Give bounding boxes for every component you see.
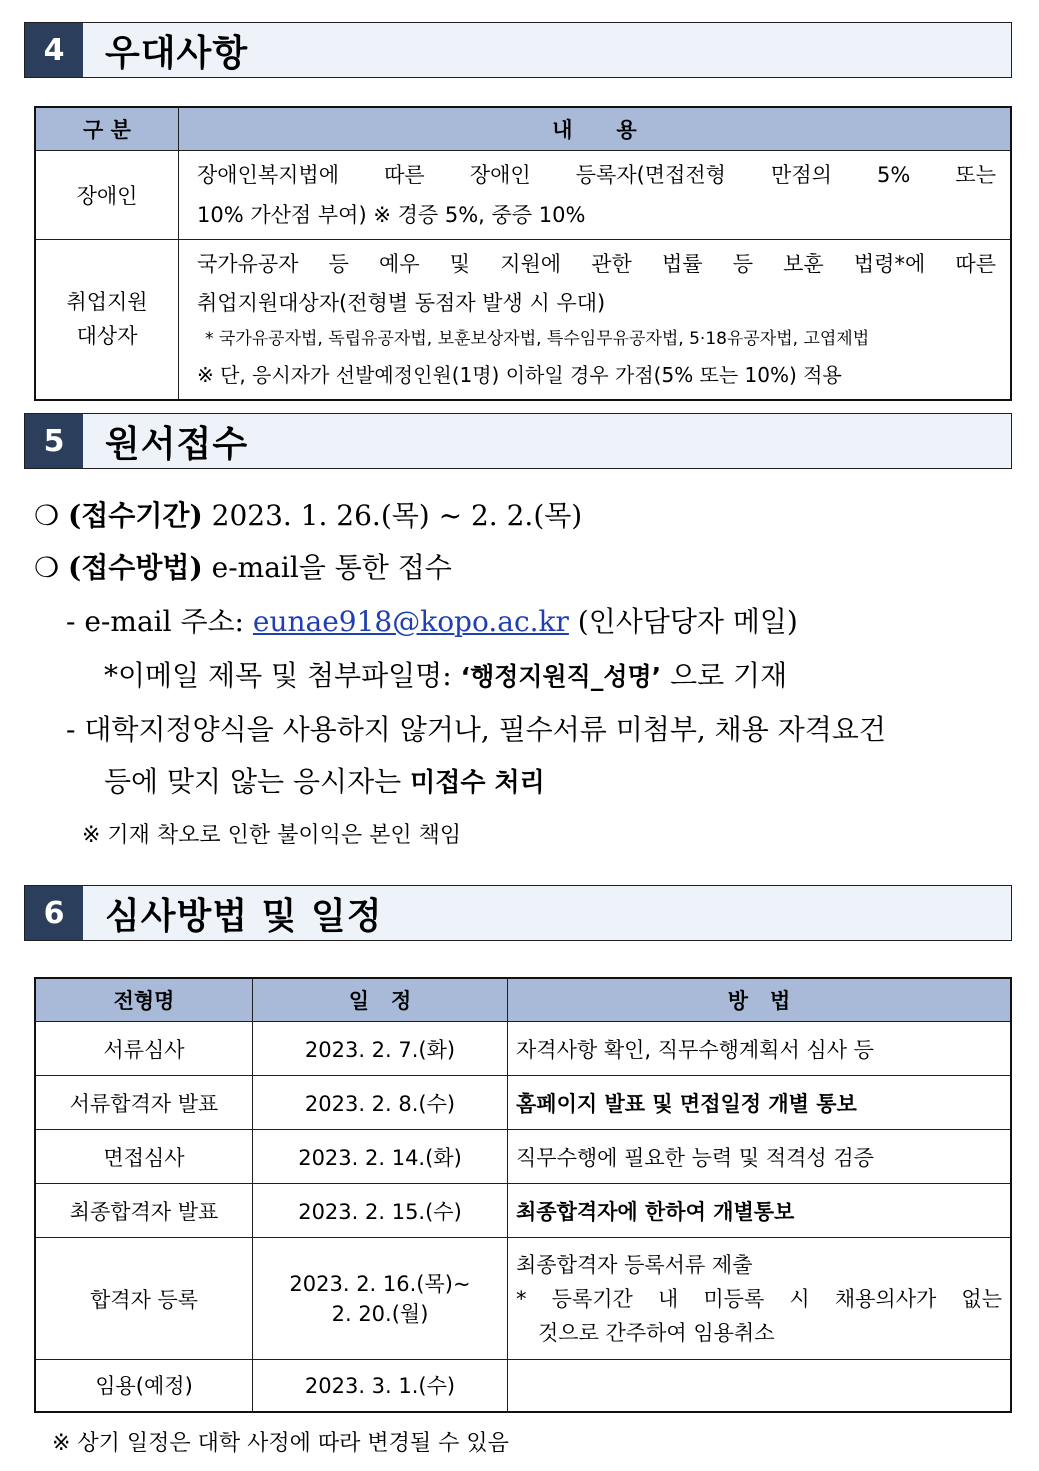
content-line: ※ 단, 응시자가 선발예정인원(1명) 이하일 경우 가점(5% 또는 10%) 적용	[197, 363, 842, 388]
table-row	[35, 240, 1011, 400]
stage-date: 2023. 2. 15.(수)	[253, 1184, 508, 1238]
stage-name: 최종합격자 발표	[35, 1184, 253, 1238]
method-line: 최종합격자 등록서류 제출	[516, 1252, 753, 1277]
table-row	[35, 1076, 1011, 1130]
section-title: 원서접수	[105, 423, 249, 465]
table-row	[35, 1022, 1011, 1076]
section-title: 심사방법 및 일정	[105, 895, 383, 937]
email-prefix: - e-mail 주소:	[66, 605, 253, 638]
rejection-line-2	[104, 760, 545, 800]
stage-method	[508, 1360, 1012, 1412]
stage-date: 2023. 3. 1.(수)	[253, 1360, 508, 1412]
row-label-line: 대상자	[76, 324, 138, 349]
rejection-text: 등에 맞지 않는 응시자는	[104, 765, 411, 798]
stage-name: 임용(예정)	[35, 1360, 253, 1412]
application-method	[34, 546, 452, 586]
stage-method: 직무수행에 필요한 능력 및 적격성 검증	[508, 1130, 1012, 1184]
header-category: 구 분	[35, 107, 179, 151]
method-label: (접수방법)	[68, 551, 203, 584]
email-suffix: (인사담당자 메일)	[568, 605, 798, 638]
table-row	[35, 151, 1011, 240]
section-5-header	[24, 413, 1012, 469]
subject-format: ‘행정지원직_성명’	[460, 662, 662, 691]
subject-line	[104, 654, 787, 694]
application-period	[34, 494, 582, 534]
row-label: 장애인	[35, 151, 179, 240]
header-method: 방 법	[508, 978, 1012, 1022]
section-number: 5	[25, 414, 83, 468]
section-4-header	[24, 22, 1012, 78]
stage-date: 2023. 2. 8.(수)	[253, 1076, 508, 1130]
section-6-header	[24, 885, 1012, 941]
email-line	[66, 600, 798, 640]
bullet-icon: ❍	[34, 551, 60, 584]
section-title: 우대사항	[105, 32, 249, 74]
header-content: 내 용	[179, 107, 1012, 151]
header-stage: 전형명	[35, 978, 253, 1022]
bullet-icon: ❍	[34, 499, 60, 532]
section-number: 6	[25, 886, 83, 940]
stage-name: 합격자 등록	[35, 1238, 253, 1360]
stage-date: 2023. 2. 7.(화)	[253, 1022, 508, 1076]
stage-method: 최종합격자에 한하여 개별통보	[508, 1184, 1012, 1238]
table-row	[35, 1184, 1011, 1238]
email-link[interactable]: eunae918@kopo.ac.kr	[252, 605, 569, 638]
section-number: 4	[25, 23, 83, 77]
stage-date	[253, 1238, 508, 1360]
method-value: e-mail을 통한 접수	[211, 551, 452, 584]
period-value: 2023. 1. 26.(목) ~ 2. 2.(목)	[211, 499, 583, 532]
method-line: 것으로 간주하여 임용취소	[538, 1320, 775, 1345]
row-content	[179, 240, 1012, 400]
stage-date: 2023. 2. 14.(화)	[253, 1130, 508, 1184]
stage-method: 홈페이지 발표 및 면접일정 개별 통보	[508, 1076, 1012, 1130]
table-row	[35, 1130, 1011, 1184]
row-content	[179, 151, 1012, 240]
responsibility-note: ※ 기재 착오로 인한 불이익은 본인 책임	[82, 823, 462, 848]
stage-name: 면접심사	[35, 1130, 253, 1184]
method-line: * 등록기간 내 미등록 시 채용의사가 없는	[516, 1286, 1002, 1311]
rejection-bold: 미접수 처리	[410, 768, 545, 798]
content-footnote: * 국가유공자법, 독립유공자법, 보훈보상자법, 특수임무유공자법, 5·18유공자법, 고엽제법	[205, 329, 870, 350]
row-label	[35, 240, 179, 400]
stage-date-line: 2. 20.(월)	[331, 1301, 429, 1326]
rejection-line-1: - 대학지정양식을 사용하지 않거나, 필수서류 미첨부, 채용 자격요건	[66, 713, 886, 746]
stage-name: 서류합격자 발표	[35, 1076, 253, 1130]
content-line: 국가유공자 등 예우 및 지원에 관한 법률 등 보훈 법령*에 따른	[197, 252, 996, 277]
table-row	[35, 1360, 1011, 1412]
stage-name: 서류심사	[35, 1022, 253, 1076]
content-line: 10% 가산점 부여) ※ 경증 5%, 중증 10%	[197, 203, 586, 227]
stage-method: 자격사항 확인, 직무수행계획서 심사 등	[508, 1022, 1012, 1076]
header-date: 일 정	[253, 978, 508, 1022]
stage-date-line: 2023. 2. 16.(목)~	[289, 1271, 471, 1296]
schedule-table	[34, 977, 1012, 1413]
period-label: (접수기간)	[68, 499, 203, 532]
preference-table	[34, 106, 1012, 401]
subject-prefix: *이메일 제목 및 첨부파일명:	[104, 659, 461, 692]
subject-suffix: 으로 기재	[661, 659, 788, 692]
row-label-line: 취업지원	[66, 290, 148, 315]
content-line: 취업지원대상자(전형별 동점자 발생 시 우대)	[197, 291, 606, 316]
content-line: 장애인복지법에 따른 장애인 등록자(면접전형 만점의 5% 또는	[197, 163, 996, 187]
table-row	[35, 1238, 1011, 1360]
schedule-footnote: ※ 상기 일정은 대학 사정에 따라 변경될 수 있음	[52, 1431, 509, 1456]
stage-method	[508, 1238, 1012, 1360]
